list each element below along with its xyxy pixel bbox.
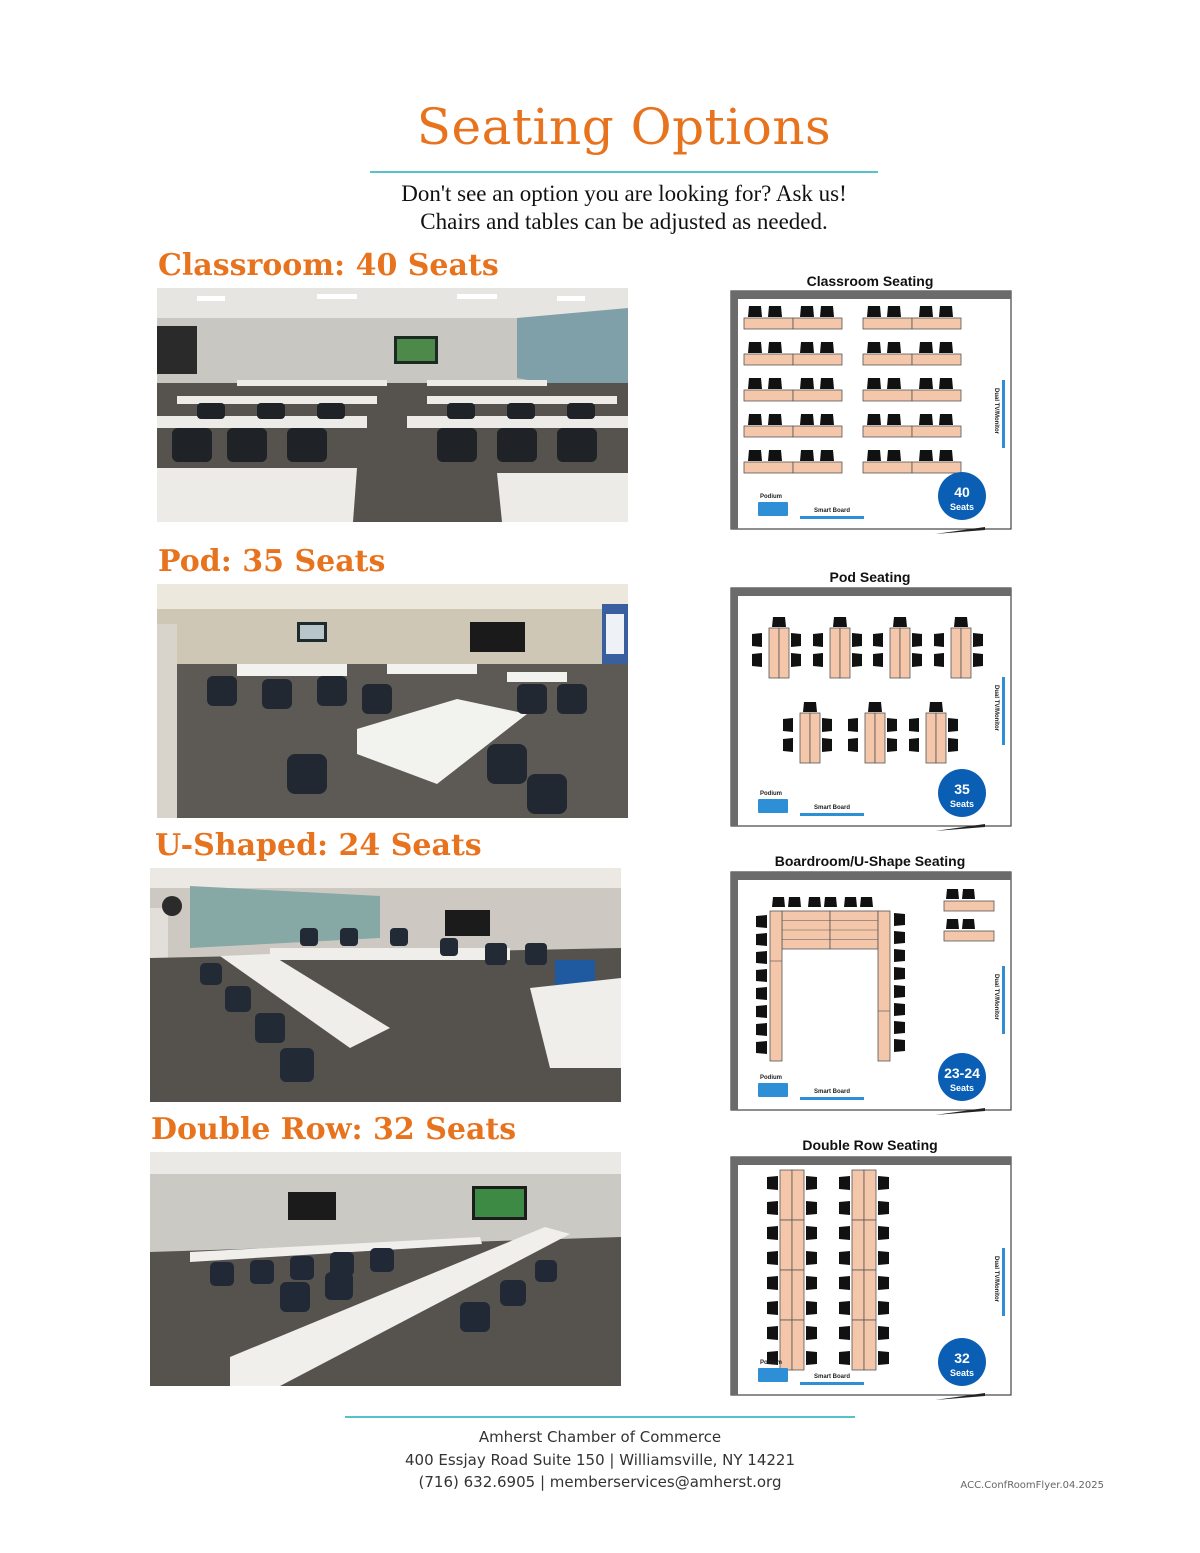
chair-icon xyxy=(806,1226,817,1240)
seat-count-text: Seats xyxy=(949,799,975,809)
chair-icon xyxy=(894,985,905,998)
smart-board-icon xyxy=(800,516,864,519)
left-wall xyxy=(731,1157,738,1395)
table xyxy=(961,628,971,678)
chair-icon xyxy=(808,897,821,907)
tv-label: Dual TV/Monitor xyxy=(993,685,999,731)
chair-icon xyxy=(806,1326,817,1340)
chair-icon xyxy=(948,718,958,732)
table xyxy=(840,628,850,678)
table xyxy=(780,1170,792,1220)
chair-icon xyxy=(848,738,858,752)
table xyxy=(875,713,885,763)
u-shape-diagram xyxy=(730,871,1015,1121)
chair-icon xyxy=(839,1251,850,1265)
podium-label: Podium xyxy=(760,791,782,797)
u-shape-diagram-title: Boardroom/U-Shape Seating xyxy=(774,853,966,869)
table xyxy=(800,713,810,763)
chair-icon xyxy=(756,1023,767,1036)
chair-icon xyxy=(806,1251,817,1265)
top-wall xyxy=(731,588,1011,596)
double-row-heading: Double Row: 32 Seats xyxy=(151,1112,517,1147)
table xyxy=(770,911,782,1061)
chair-icon xyxy=(767,1326,778,1340)
chair-icon xyxy=(839,1351,850,1365)
table xyxy=(912,318,961,329)
podium-label: Podium xyxy=(760,494,782,500)
chair-icon xyxy=(756,1005,767,1018)
u-shaped-photo xyxy=(150,868,621,1102)
chair-icon xyxy=(756,933,767,946)
chair-icon xyxy=(752,633,762,647)
chair-icon xyxy=(948,738,958,752)
table xyxy=(863,390,912,401)
chair-icon xyxy=(756,915,767,928)
table xyxy=(793,318,842,329)
table xyxy=(863,318,912,329)
chair-icon xyxy=(791,653,801,667)
table xyxy=(810,713,820,763)
chair-icon xyxy=(839,1226,850,1240)
footer-address: 400 Essjay Road Suite 150 | Williamsville, NY 14221 xyxy=(404,1451,795,1469)
u-shaped-heading: U-Shaped: 24 Seats xyxy=(155,828,482,863)
table xyxy=(744,426,793,437)
chair-icon xyxy=(767,1251,778,1265)
chair-icon xyxy=(878,1251,889,1265)
smart-board-label: Smart Board xyxy=(814,1374,851,1380)
pod-diagram xyxy=(730,587,1015,837)
chair-icon xyxy=(813,633,823,647)
chair-icon xyxy=(806,1351,817,1365)
table xyxy=(936,713,946,763)
chair-icon xyxy=(767,1201,778,1215)
chair-icon xyxy=(768,450,782,461)
chair-icon xyxy=(887,738,897,752)
chair-icon xyxy=(772,617,786,627)
chair-icon xyxy=(962,889,975,899)
table xyxy=(863,426,912,437)
tv-label: Dual TV/Monitor xyxy=(993,974,999,1020)
chair-icon xyxy=(839,1276,850,1290)
chair-icon xyxy=(878,1176,889,1190)
table xyxy=(878,911,890,1061)
chair-icon xyxy=(878,1326,889,1340)
chair-icon xyxy=(878,1201,889,1215)
chair-icon xyxy=(894,967,905,980)
chair-icon xyxy=(748,342,762,353)
table xyxy=(863,462,912,473)
chair-icon xyxy=(909,738,919,752)
title-divider xyxy=(370,171,878,173)
table xyxy=(944,901,994,911)
chair-icon xyxy=(788,897,801,907)
chair-icon xyxy=(894,931,905,944)
double-row-photo xyxy=(150,1152,621,1386)
chair-icon xyxy=(824,897,837,907)
chair-icon xyxy=(806,1276,817,1290)
table xyxy=(744,318,793,329)
table xyxy=(852,1320,864,1370)
classroom-photo xyxy=(157,288,628,522)
table xyxy=(744,462,793,473)
chair-icon xyxy=(748,378,762,389)
chair-icon xyxy=(748,306,762,317)
chair-icon xyxy=(820,378,834,389)
tv-icon xyxy=(1002,380,1005,448)
subtitle-line-2: Chairs and tables can be adjusted as needed. xyxy=(420,209,828,234)
flyer-code: ACC.ConfRoomFlyer.04.2025 xyxy=(960,1480,1104,1491)
chair-icon xyxy=(887,342,901,353)
chair-icon xyxy=(887,450,901,461)
table xyxy=(912,426,961,437)
chair-icon xyxy=(887,414,901,425)
chair-icon xyxy=(893,617,907,627)
chair-icon xyxy=(868,702,882,712)
chair-icon xyxy=(800,342,814,353)
chair-icon xyxy=(806,1176,817,1190)
chair-icon xyxy=(820,342,834,353)
chair-icon xyxy=(852,633,862,647)
chair-icon xyxy=(813,653,823,667)
tv-label: Dual TV/Monitor xyxy=(993,1256,999,1302)
table xyxy=(912,354,961,365)
footer-contact: (716) 632.6905 | memberservices@amherst.org xyxy=(418,1473,782,1491)
chair-icon xyxy=(919,342,933,353)
footer-org: Amherst Chamber of Commerce xyxy=(478,1428,722,1446)
chair-icon xyxy=(822,738,832,752)
chair-icon xyxy=(756,969,767,982)
smart-board-icon xyxy=(800,1382,864,1385)
smart-board-label: Smart Board xyxy=(814,1089,851,1095)
chair-icon xyxy=(934,633,944,647)
table xyxy=(912,462,961,473)
table xyxy=(792,1270,804,1320)
chair-icon xyxy=(791,633,801,647)
table xyxy=(780,1220,792,1270)
table xyxy=(744,354,793,365)
chair-icon xyxy=(878,1351,889,1365)
chair-icon xyxy=(820,306,834,317)
table xyxy=(864,1320,876,1370)
chair-icon xyxy=(756,951,767,964)
table xyxy=(944,931,994,941)
chair-icon xyxy=(748,450,762,461)
chair-icon xyxy=(867,342,881,353)
left-wall xyxy=(731,291,738,529)
chair-icon xyxy=(946,919,959,929)
table xyxy=(852,1220,864,1270)
chair-icon xyxy=(919,378,933,389)
chair-icon xyxy=(939,342,953,353)
chair-icon xyxy=(867,450,881,461)
chair-icon xyxy=(954,617,968,627)
chair-icon xyxy=(822,718,832,732)
seat-count-text: Seats xyxy=(949,1083,975,1093)
seat-count-number: 40 xyxy=(954,484,970,500)
seat-count-text: Seats xyxy=(949,502,975,512)
table xyxy=(769,628,779,678)
table xyxy=(852,1170,864,1220)
table xyxy=(793,426,842,437)
chair-icon xyxy=(820,450,834,461)
table xyxy=(793,390,842,401)
table xyxy=(865,713,875,763)
seat-count-number: 32 xyxy=(954,1350,970,1366)
table xyxy=(793,462,842,473)
chair-icon xyxy=(894,1003,905,1016)
chair-icon xyxy=(939,450,953,461)
chair-icon xyxy=(973,653,983,667)
chair-icon xyxy=(848,718,858,732)
seat-count-number: 23-24 xyxy=(944,1065,980,1081)
tv-icon xyxy=(1002,677,1005,745)
chair-icon xyxy=(806,1201,817,1215)
chair-icon xyxy=(767,1176,778,1190)
chair-icon xyxy=(939,306,953,317)
chair-icon xyxy=(839,1326,850,1340)
chair-icon xyxy=(756,1041,767,1054)
chair-icon xyxy=(756,987,767,1000)
podium-label: Podium xyxy=(760,1075,782,1081)
table xyxy=(863,354,912,365)
table xyxy=(792,1320,804,1370)
chair-icon xyxy=(894,1039,905,1052)
pod-photo xyxy=(157,584,628,818)
chair-icon xyxy=(839,1176,850,1190)
podium-label: Podium xyxy=(760,1360,782,1366)
chair-icon xyxy=(800,450,814,461)
chair-icon xyxy=(973,633,983,647)
table xyxy=(780,1270,792,1320)
chair-icon xyxy=(772,897,785,907)
chair-icon xyxy=(878,1276,889,1290)
table xyxy=(864,1170,876,1220)
classroom-diagram xyxy=(730,290,1015,540)
chair-icon xyxy=(919,450,933,461)
chair-icon xyxy=(919,414,933,425)
chair-icon xyxy=(939,414,953,425)
chair-icon xyxy=(748,414,762,425)
chair-icon xyxy=(806,1301,817,1315)
chair-icon xyxy=(894,1021,905,1034)
chair-icon xyxy=(867,414,881,425)
chair-icon xyxy=(783,738,793,752)
smart-board-icon xyxy=(800,813,864,816)
pod-diagram-title: Pod Seating xyxy=(829,569,911,585)
chair-icon xyxy=(860,897,873,907)
podium-icon xyxy=(758,1083,788,1097)
table xyxy=(852,1270,864,1320)
table xyxy=(830,628,840,678)
table xyxy=(792,1170,804,1220)
left-wall xyxy=(731,872,738,1110)
chair-icon xyxy=(803,702,817,712)
classroom-diagram-title: Classroom Seating xyxy=(806,273,934,289)
pod-heading: Pod: 35 Seats xyxy=(158,544,386,579)
top-wall xyxy=(731,1157,1011,1165)
chair-icon xyxy=(767,1226,778,1240)
chair-icon xyxy=(783,718,793,732)
tv-label: Dual TV/Monitor xyxy=(993,388,999,434)
classroom-heading: Classroom: 40 Seats xyxy=(158,248,499,283)
chair-icon xyxy=(912,653,922,667)
chair-icon xyxy=(873,653,883,667)
chair-icon xyxy=(934,653,944,667)
podium-icon xyxy=(758,502,788,516)
subtitle-line-1: Don't see an option you are looking for? Ask us! xyxy=(401,181,847,206)
chair-icon xyxy=(767,1276,778,1290)
chair-icon xyxy=(946,889,959,899)
seat-count-text: Seats xyxy=(949,1368,975,1378)
table xyxy=(890,628,900,678)
chair-icon xyxy=(833,617,847,627)
chair-icon xyxy=(894,949,905,962)
left-wall xyxy=(731,588,738,826)
chair-icon xyxy=(767,1301,778,1315)
chair-icon xyxy=(852,653,862,667)
chair-icon xyxy=(887,718,897,732)
chair-icon xyxy=(768,378,782,389)
chair-icon xyxy=(839,1301,850,1315)
chair-icon xyxy=(929,702,943,712)
table xyxy=(779,628,789,678)
chair-icon xyxy=(878,1301,889,1315)
table xyxy=(864,1270,876,1320)
chair-icon xyxy=(820,414,834,425)
table xyxy=(926,713,936,763)
chair-icon xyxy=(768,306,782,317)
chair-icon xyxy=(800,306,814,317)
podium-icon xyxy=(758,799,788,813)
chair-icon xyxy=(800,378,814,389)
page-title: Seating Options xyxy=(416,98,832,156)
top-wall xyxy=(731,291,1011,299)
footer-divider xyxy=(345,1416,855,1418)
chair-icon xyxy=(909,718,919,732)
table xyxy=(951,628,961,678)
chair-icon xyxy=(919,306,933,317)
smart-board-icon xyxy=(800,1097,864,1100)
table xyxy=(900,628,910,678)
chair-icon xyxy=(887,306,901,317)
chair-icon xyxy=(887,378,901,389)
double-row-diagram-title: Double Row Seating xyxy=(802,1137,938,1153)
chair-icon xyxy=(867,378,881,389)
podium-icon xyxy=(758,1368,788,1382)
chair-icon xyxy=(752,653,762,667)
tv-icon xyxy=(1002,1248,1005,1316)
chair-icon xyxy=(800,414,814,425)
chair-icon xyxy=(894,913,905,926)
chair-icon xyxy=(878,1226,889,1240)
double-row-diagram xyxy=(730,1156,1015,1406)
chair-icon xyxy=(873,633,883,647)
top-wall xyxy=(731,872,1011,880)
table xyxy=(912,390,961,401)
chair-icon xyxy=(867,306,881,317)
chair-icon xyxy=(768,414,782,425)
chair-icon xyxy=(962,919,975,929)
chair-icon xyxy=(939,378,953,389)
chair-icon xyxy=(768,342,782,353)
table xyxy=(744,390,793,401)
seat-count-number: 35 xyxy=(954,781,970,797)
smart-board-label: Smart Board xyxy=(814,508,851,514)
chair-icon xyxy=(844,897,857,907)
tv-icon xyxy=(1002,966,1005,1034)
smart-board-label: Smart Board xyxy=(814,805,851,811)
table xyxy=(864,1220,876,1270)
chair-icon xyxy=(839,1201,850,1215)
table xyxy=(792,1220,804,1270)
chair-icon xyxy=(912,633,922,647)
table xyxy=(793,354,842,365)
